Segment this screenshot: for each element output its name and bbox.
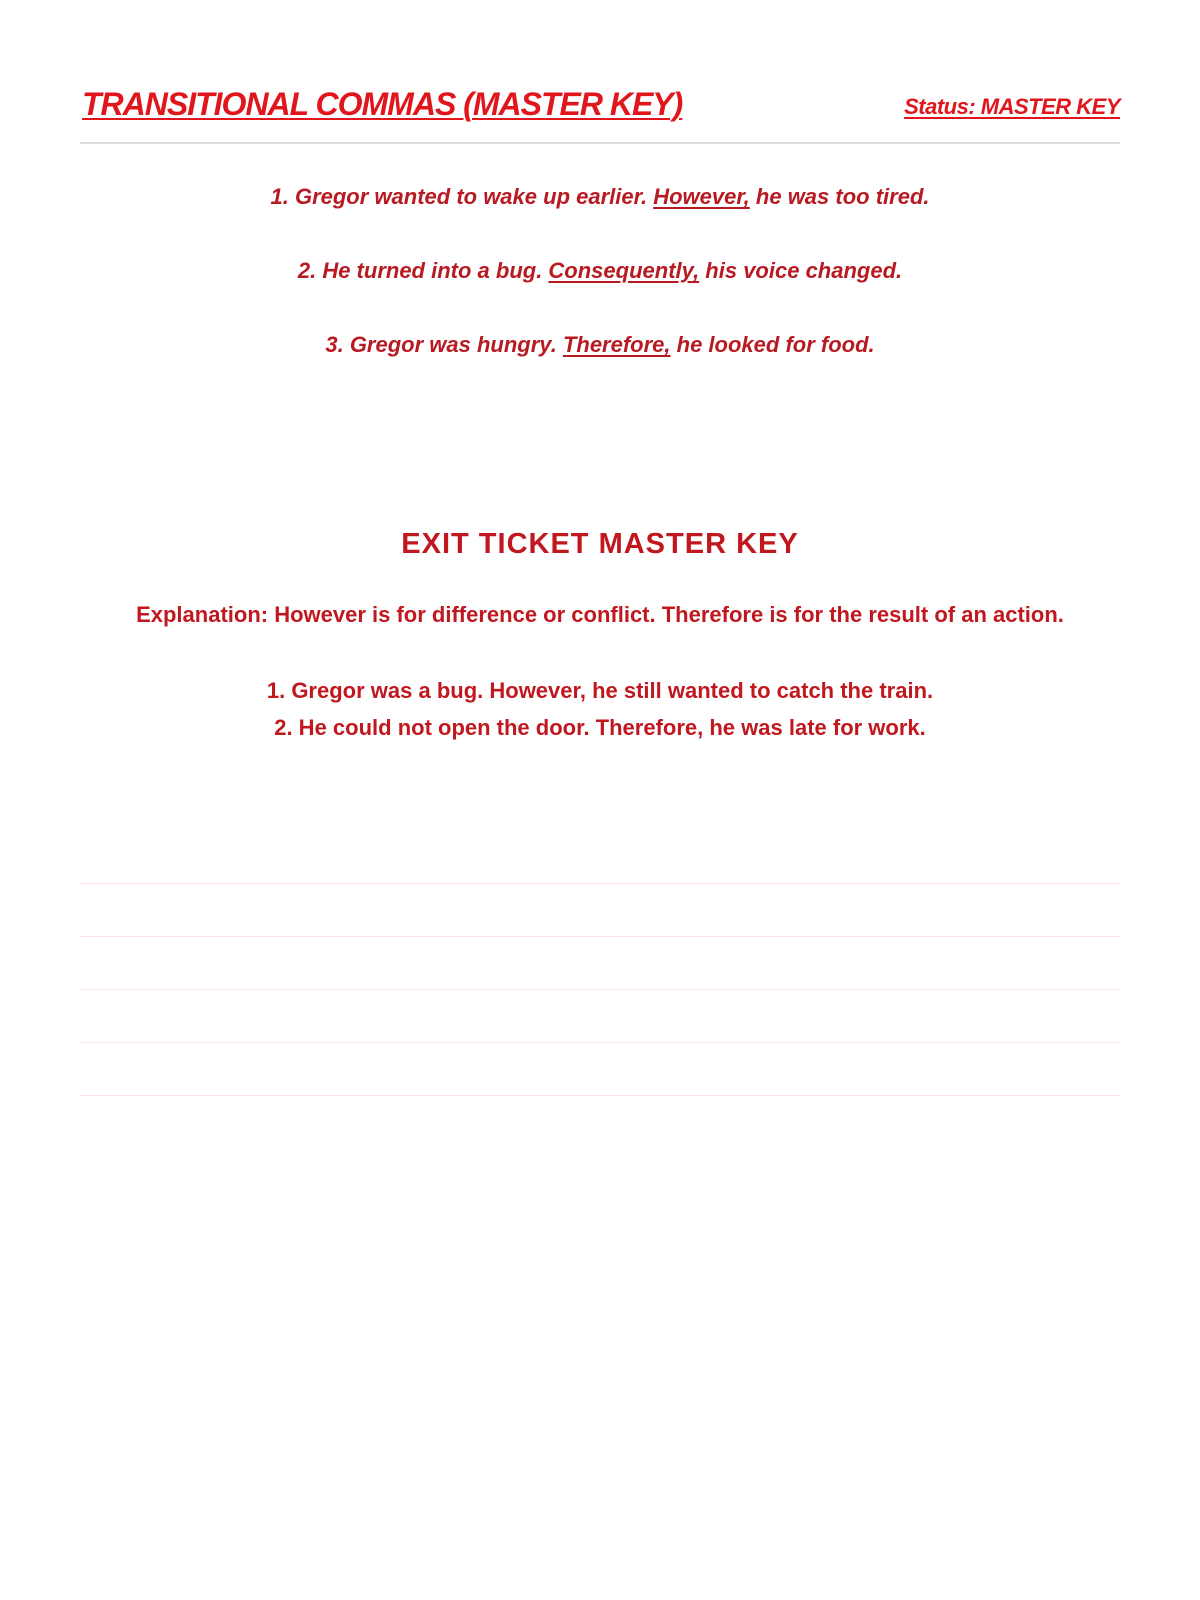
exit-ticket-answer: 1. Gregor was a bug. However, he still wanted to catch the train. [266,678,934,703]
transition-word: Consequently, [548,258,700,283]
writing-line [80,884,1120,937]
page-title: TRANSITIONAL COMMAS (MASTER KEY) [82,86,683,122]
sentence-start: 3. Gregor was hungry. [325,332,563,357]
worksheet-header [80,80,1120,144]
sentence-start: 2. He turned into a bug. [297,258,549,283]
transition-word: Therefore, [562,332,671,357]
writing-line [80,937,1120,990]
exit-ticket-answers [80,678,1120,752]
sentence-end: he was too tired. [749,184,930,209]
writing-line [80,990,1120,1043]
practice-sentence [80,258,1120,332]
exit-ticket-answer: 2. He could not open the door. Therefore, he was late for work. [274,715,926,740]
exit-ticket-title: EXIT TICKET MASTER KEY [401,528,799,560]
sentence-end: his voice changed. [699,258,903,283]
status-label: Status: MASTER KEY [904,94,1120,119]
sentence-start: 1. Gregor wanted to wake up earlier. [270,184,654,209]
sentence-end: he looked for food. [670,332,875,357]
writing-lines [80,883,1120,1096]
practice-sentences [80,184,1120,406]
practice-sentence [80,184,1120,258]
worksheet-page [80,0,1120,1600]
writing-line [80,1043,1120,1096]
practice-sentence [80,332,1120,406]
exit-ticket-explanation: Explanation: However is for difference or conflict. Therefore is for the result of an action. [136,602,1064,627]
transition-word: However, [653,184,750,209]
